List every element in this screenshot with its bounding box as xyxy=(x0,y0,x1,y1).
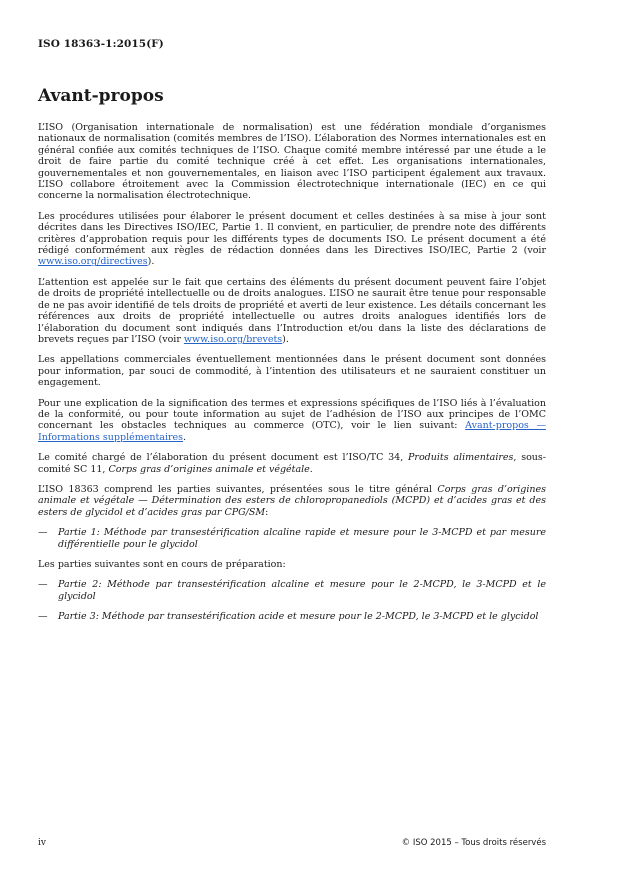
text-part: Le comité chargé de l’élaboration du présent document est l’ISO/TC 34, xyxy=(38,452,409,464)
copyright-notice: © ISO 2015 – Tous droits réservés xyxy=(401,838,546,848)
list-item xyxy=(38,611,546,622)
paragraph-patents xyxy=(38,277,546,345)
page-number: iv xyxy=(38,838,46,848)
committee-name: Produits alimentaires xyxy=(408,452,514,464)
patents-link[interactable]: www.iso.org/brevets xyxy=(183,333,283,345)
text-part: . xyxy=(309,463,313,475)
page-title: Avant-propos xyxy=(38,86,164,106)
subcommittee-name: Corps gras d’origines animale et végétale xyxy=(108,463,310,475)
text-part: , sous-comité SC 11, xyxy=(38,452,547,475)
paragraph-text: Les procédures utilisées pour élaborer le présent document et celles destinées à sa mise à jour sont décrites dans les Directives ISO/IEC, Partie 1. Il convient, en particulier, de prendre note des différents critères d’approbation requis pour les différents types de documents ISO. Le présent document a été rédigé conformément aux règles de rédaction données dans les Directives ISO/IEC, Partie 2 (voir xyxy=(38,210,546,257)
paragraph-text: Pour une explication de la signification des termes et expressions spécifiques de l’ISO liés à l’évaluation de la conformité, ou pour toute information au sujet de l’adhésion de l’ISO aux principes de l’OMC concernant les obstacles techniques au commerce (OTC), voir le lien suivant: xyxy=(38,397,546,432)
list-item-text: Partie 2: Méthode par transestérification alcaline et mesure pour le 2-MCPD, le 3-MCPD et le glycidol xyxy=(58,579,546,602)
list-item-text: Partie 1: Méthode par transestérification alcaline rapide et mesure pour le 3-MCPD et par mesure différentielle pour le glycidol xyxy=(58,527,546,550)
document-id: ISO 18363-1:2015(F) xyxy=(38,38,164,50)
paragraph-end: ). xyxy=(282,333,289,345)
paragraph-procedures xyxy=(38,211,546,268)
paragraph-trade-names: Les appellations commerciales éventuellement mentionnées dans le présent document sont données pour information, par souci de commodité, à l’intention des utilisateurs et ne sauraient constituer un engagement. xyxy=(38,354,546,389)
document-body xyxy=(38,122,546,632)
paragraph-end: ). xyxy=(147,256,155,268)
list-dash: — xyxy=(38,611,48,623)
list-item-text: Partie 3: Méthode par transestérification acide et mesure pour le 2-MCPD, le 3-MCPD et le glycidol xyxy=(58,611,539,623)
paragraph-iso-intro: L’ISO (Organisation internationale de normalisation) est une fédération mondiale d’organismes nationaux de normalisation (comités membres de l’ISO). L’élaboration des Normes internationales est en général confiée aux comités techniques de l’ISO. Chaque comité membre intéressé par une étude a le droit de faire partie du comité technique créé à cet effet. Les organisations internationales, gouvernementales et non gouvernementales, en liaison avec l’ISO participent également aux travaux. L’ISO collabore étroitement avec la Commission électrotechnique internationale (IEC) en ce qui concerne la normalisation électrotechnique. xyxy=(38,122,546,202)
paragraph-in-preparation: Les parties suivantes sont en cours de préparation: xyxy=(38,559,286,570)
paragraph-conformity xyxy=(38,398,546,444)
list-dash: — xyxy=(38,579,48,591)
list-item xyxy=(38,579,546,602)
paragraph-text: L’attention est appelée sur le fait que certains des éléments du présent document peuvent faire l’objet de droits de propriété intellectuelle ou de droits analogues. L’ISO ne saurait être tenue pour responsable de ne pas avoir identifié de tels droits de propriété et averti de leur existence. Les détails concernant les références aux droits de propriété intellectuelle ou autres droits analogues identifiés lors de l’élaboration du document sont indiqués dans l’Introduction et/ou dans la liste des déclarations de brevets reçues par l’ISO (voir xyxy=(38,276,546,345)
paragraph-parts xyxy=(38,484,546,518)
list-item xyxy=(38,527,546,550)
paragraph-end: . xyxy=(183,431,187,443)
list-dash: — xyxy=(38,527,48,539)
directives-link[interactable]: www.iso.org/directives xyxy=(38,256,148,268)
paragraph-committee xyxy=(38,452,546,475)
text-part: : xyxy=(265,506,269,518)
foreword-info-link[interactable]: Avant-propos — Informations supplémentaires xyxy=(38,420,546,443)
general-title: Corps gras d’origines animale et végétale — Détermination des esters de chloropropanediols (MCPD) et d’acides gras et des esters de glycidol et d’acides gras par CPG/SM xyxy=(38,483,546,518)
text-part: L’ISO 18363 comprend les parties suivantes, présentées sous le titre général xyxy=(38,483,438,495)
